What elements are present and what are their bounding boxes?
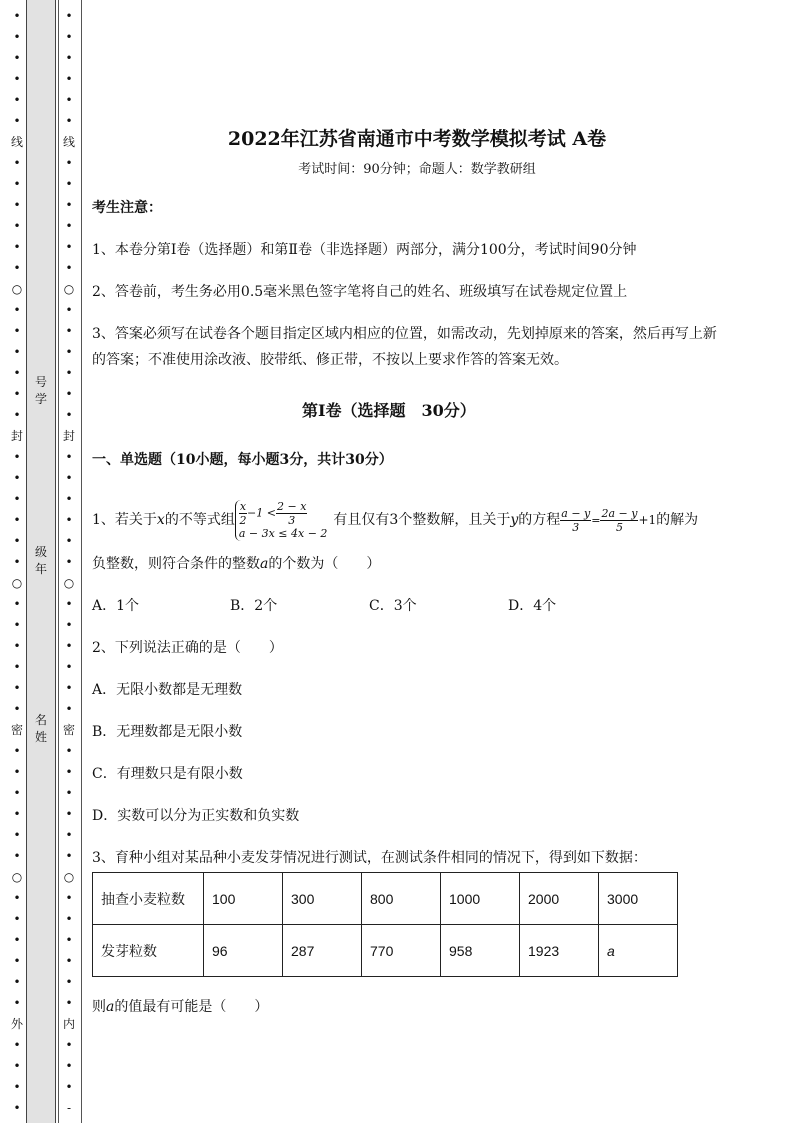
binding-mark: •	[65, 954, 73, 968]
q1-eq-rhs-num: 2a − y	[601, 506, 638, 520]
q1-line2-post: 的个数为（ ）	[268, 556, 381, 572]
binding-mark: •	[65, 618, 73, 632]
q1-var-x: x	[156, 512, 165, 528]
q1-eq-sign: =	[591, 514, 601, 527]
binding-mark: •	[13, 786, 21, 800]
q3-prompt-post: 的值最有可能是（ ）	[114, 999, 269, 1015]
field-student-id-label: 号 学	[34, 375, 47, 406]
binding-mark: •	[13, 198, 21, 212]
binding-mark: ○	[63, 576, 75, 590]
binding-dot-column-left	[8, 6, 26, 1119]
binding-mark: •	[13, 891, 21, 905]
q1-option-b[interactable]: B．2个	[230, 598, 278, 614]
table-cell: 1000	[441, 873, 520, 925]
binding-mark: •	[65, 156, 73, 170]
binding-mark: •	[65, 450, 73, 464]
binding-mark: •	[65, 933, 73, 947]
q1-ineq1-lhs-den: 2	[239, 513, 247, 527]
binding-mark: •	[65, 219, 73, 233]
q1-option-c[interactable]: C．3个	[369, 598, 417, 614]
binding-mark: •	[13, 660, 21, 674]
binding-mark: •	[13, 1038, 21, 1052]
binding-mark: •	[13, 450, 21, 464]
q1-eq-rhs-fraction	[600, 507, 638, 534]
binding-mark: •	[65, 408, 73, 422]
binding-mark: •	[65, 555, 73, 569]
field-name-label: 名 姓	[34, 713, 47, 744]
q1-ineq1-lhs-fraction	[239, 500, 247, 527]
table-cell: 3000	[599, 873, 678, 925]
q1-line2-pre: 负整数，则符合条件的整数	[92, 556, 260, 572]
binding-mark: •	[65, 702, 73, 716]
binding-mark: •	[13, 345, 21, 359]
q1-option-d[interactable]: D．4个	[508, 598, 557, 614]
binding-mark: 线	[10, 135, 23, 149]
q2-option-a[interactable]: A．无限小数都是无理数	[92, 682, 243, 698]
binding-mark: •	[13, 366, 21, 380]
binding-mark: •	[65, 303, 73, 317]
binding-mark: •	[13, 303, 21, 317]
binding-mark: •	[13, 219, 21, 233]
q1-var-a: a	[260, 556, 269, 572]
binding-mark: •	[65, 324, 73, 338]
q2-option-d[interactable]: D．实数可以分为正实数和负实数	[92, 808, 300, 824]
binding-dot-column-right	[60, 6, 78, 1119]
binding-mark: •	[65, 891, 73, 905]
binding-mark: •	[65, 975, 73, 989]
binding-mark: •	[65, 660, 73, 674]
section-title: 第I卷（选择题 30分）	[302, 401, 476, 420]
binding-mark: •	[13, 1080, 21, 1094]
binding-mark: •	[13, 1101, 21, 1115]
q1-ineq1-rhs-fraction	[276, 500, 307, 527]
binding-mark: •	[65, 807, 73, 821]
q1-prefix: 1、若关于	[92, 512, 157, 528]
binding-mark: •	[13, 177, 21, 191]
binding-mark: 外	[10, 1017, 23, 1031]
binding-mark: •	[13, 471, 21, 485]
binding-mark: •	[13, 702, 21, 716]
binding-mark: ○	[63, 870, 75, 884]
table-cell: 2000	[520, 873, 599, 925]
table-cell: 96	[204, 925, 283, 977]
binding-mark: •	[13, 387, 21, 401]
binding-mark: •	[13, 240, 21, 254]
notice-item-2: 2、答卷前，考生务必用0.5毫米黑色签字笔将自己的姓名、班级填写在试卷规定位置上	[92, 284, 628, 300]
binding-mark: •	[13, 156, 21, 170]
table-cell: 800	[362, 873, 441, 925]
binding-mark: •	[65, 366, 73, 380]
q1-ineq1-rhs-den: 3	[288, 513, 296, 527]
q1-ineq1-rhs-num: 2 − x	[276, 499, 307, 513]
binding-mark: •	[65, 261, 73, 275]
binding-mark: •	[65, 639, 73, 653]
q1-inequality-1	[239, 500, 328, 527]
binding-mark: •	[65, 681, 73, 695]
field-class-label: 级 年	[34, 545, 47, 576]
binding-mark: 线	[62, 135, 75, 149]
binding-mark: •	[65, 744, 73, 758]
binding-mark: •	[13, 408, 21, 422]
binding-mark: •	[65, 198, 73, 212]
binding-mark: •	[13, 534, 21, 548]
germination-table	[92, 872, 678, 977]
q3-var-a: a	[106, 999, 115, 1015]
binding-mark: •	[65, 912, 73, 926]
binding-mark: •	[65, 9, 73, 23]
q1-eq-lhs-den: 3	[572, 520, 580, 534]
binding-mark: •	[65, 513, 73, 527]
table-cell: 发芽粒数	[93, 925, 204, 977]
table-cell: 287	[283, 925, 362, 977]
binding-mark: •	[13, 765, 21, 779]
q2-option-c[interactable]: C．有理数只是有限小数	[92, 766, 243, 782]
binding-mark: •	[65, 765, 73, 779]
q1-ineq1-mid: −1 <	[247, 506, 276, 519]
table-cell: 1923	[520, 925, 599, 977]
table-cell: 抽查小麦粒数	[93, 873, 204, 925]
binding-mark: •	[65, 492, 73, 506]
part-heading: 一、单选题（10小题，每小题3分，共计30分）	[92, 452, 393, 468]
table-cell: 770	[362, 925, 441, 977]
q1-mid-2: 有且仅有3个整数解，且关于	[333, 512, 511, 528]
notice-item-3-line-1: 3、答案必须写在试卷各个题目指定区域内相应的位置，如需改动，先划掉原来的答案，然后再写上新	[92, 326, 717, 342]
binding-mark: •	[13, 849, 21, 863]
binding-mark: •	[13, 261, 21, 275]
binding-mark: •	[13, 492, 21, 506]
question-2-stem: 2、下列说法正确的是（ ）	[92, 640, 283, 656]
binding-mark: •	[65, 177, 73, 191]
binding-mark: •	[13, 9, 21, 23]
binding-mark: •	[65, 1080, 73, 1094]
binding-mark: •	[13, 618, 21, 632]
binding-mark: •	[65, 828, 73, 842]
binding-mark: ○	[11, 282, 23, 296]
binding-mark: •	[13, 912, 21, 926]
binding-mark: •	[65, 30, 73, 44]
binding-mark: •	[65, 471, 73, 485]
q1-option-a[interactable]: A．1个	[92, 598, 140, 614]
binding-mark: 密	[10, 723, 23, 737]
binding-mark: •	[13, 975, 21, 989]
binding-mark: •	[65, 1059, 73, 1073]
table-cell: 100	[204, 873, 283, 925]
binding-mark: •	[65, 114, 73, 128]
binding-mark: •	[65, 345, 73, 359]
binding-margin-left	[8, 0, 26, 1123]
table-row	[93, 925, 678, 977]
binding-mark: •	[13, 72, 21, 86]
binding-mark: •	[13, 996, 21, 1010]
binding-mark: •	[13, 51, 21, 65]
binding-margin-right	[58, 0, 82, 1123]
binding-mark: ○	[11, 576, 23, 590]
q3-prompt-pre: 则	[92, 999, 106, 1015]
q1-eq-rhs-den: 5	[615, 520, 623, 534]
binding-mark: •	[13, 828, 21, 842]
binding-mark: ○	[63, 282, 75, 296]
notice-item-1: 1、本卷分第I卷（选择题）和第Ⅱ卷（非选择题）两部分，满分100分，考试时间90分钟	[92, 242, 637, 258]
table-row	[93, 873, 678, 925]
binding-mark: •	[13, 93, 21, 107]
binding-mark: •	[65, 1038, 73, 1052]
q1-ineq1-lhs-num: x	[239, 499, 247, 513]
notice-heading: 考生注意：	[92, 200, 162, 216]
q1-eq-tail: +1	[638, 513, 657, 527]
binding-mark: •	[65, 849, 73, 863]
binding-mark: 封	[62, 429, 75, 443]
question-3-prompt	[92, 993, 268, 1021]
question-3-stem: 3、育种小组对某品种小麦发芽情况进行测试，在测试条件相同的情况下，得到如下数据：	[92, 850, 647, 866]
binding-mark: -	[66, 1101, 72, 1115]
q1-eq-lhs-num: a − y	[561, 506, 591, 520]
binding-mark: •	[65, 93, 73, 107]
binding-mark: •	[13, 30, 21, 44]
binding-mark: •	[13, 933, 21, 947]
binding-mark: •	[13, 555, 21, 569]
binding-mark: •	[13, 1059, 21, 1073]
binding-mark: 封	[10, 429, 23, 443]
question-1-line-2	[92, 550, 380, 578]
binding-mark: •	[13, 597, 21, 611]
binding-mark: •	[13, 639, 21, 653]
q2-option-b[interactable]: B．无理数都是无限小数	[92, 724, 243, 740]
binding-mark: •	[65, 996, 73, 1010]
q1-var-y: y	[510, 512, 519, 528]
binding-mark: •	[65, 786, 73, 800]
binding-mark: •	[13, 324, 21, 338]
binding-mark: 密	[62, 723, 75, 737]
binding-mark: ○	[11, 870, 23, 884]
binding-mark: •	[13, 807, 21, 821]
binding-mark: •	[65, 387, 73, 401]
binding-mark: •	[65, 51, 73, 65]
binding-mark: •	[13, 114, 21, 128]
q1-mid-3: 的方程	[518, 512, 561, 528]
binding-mark: •	[13, 744, 21, 758]
q1-mid-1: 的不等式组	[164, 512, 235, 528]
binding-mark: •	[13, 513, 21, 527]
binding-mark: •	[65, 72, 73, 86]
binding-mark: •	[13, 954, 21, 968]
table-cell: 958	[441, 925, 520, 977]
q1-eq-lhs-fraction	[560, 507, 591, 534]
table-cell: a	[599, 925, 678, 977]
table-cell: 300	[283, 873, 362, 925]
binding-mark: •	[13, 681, 21, 695]
notice-item-3-line-2: 的答案；不准使用涂改液、胶带纸、修正带，不按以上要求作答的答案无效。	[92, 352, 568, 368]
q1-inequality-2: a − 3x ≤ 4x − 2	[238, 526, 328, 540]
exam-subtitle: 考试时间：90分钟；命题人：数学教研组	[298, 162, 536, 177]
exam-title: 2022年江苏省南通市中考数学模拟考试 A卷	[227, 128, 607, 150]
question-1-line-1	[92, 492, 698, 549]
q1-inequality-system	[235, 500, 328, 541]
binding-mark: •	[65, 597, 73, 611]
q1-suffix: 的解为	[656, 512, 699, 528]
binding-mark: 内	[62, 1017, 75, 1031]
binding-mark: •	[65, 240, 73, 254]
binding-mark: •	[65, 534, 73, 548]
